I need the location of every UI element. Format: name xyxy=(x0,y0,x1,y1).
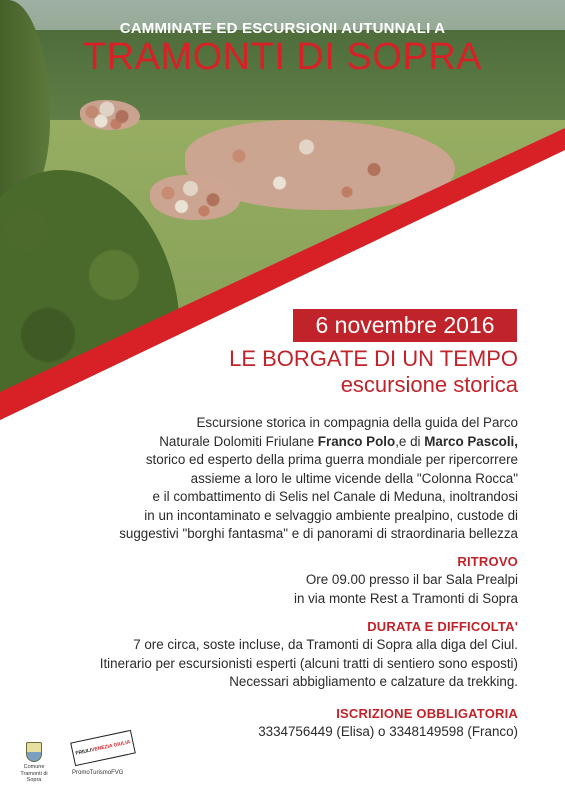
section-title-ritrovo: RITROVO xyxy=(457,554,518,569)
description-text: ,e di xyxy=(395,433,425,449)
fvg-logo-text: FRIULI xyxy=(75,747,93,757)
event-description xyxy=(48,414,518,544)
guide-name: Marco Pascoli, xyxy=(424,433,518,449)
event-heading: LE BORGATE DI UN TEMPO xyxy=(229,346,518,371)
section-title-iscrizione: ISCRIZIONE OBBLIGATORIA xyxy=(336,706,518,721)
page-title: TRAMONTI DI SOPRA xyxy=(82,36,483,78)
description-line: Escursione storica in compagnia della guida del Parco xyxy=(196,415,518,430)
guide-name: Franco Polo xyxy=(317,433,396,449)
description-line: assieme a loro le ultime vicende della "Colonna Rocca" xyxy=(190,470,518,486)
village-houses xyxy=(80,100,140,130)
coat-of-arms-icon xyxy=(26,742,42,762)
ritrovo-line: Ore 09.00 presso il bar Sala Prealpi xyxy=(305,572,518,587)
durata-line: 7 ore circa, soste incluse, da Tramonti di Sopra alla diga del Ciul. xyxy=(133,637,518,652)
description-text: Naturale Dolomiti Friulane xyxy=(159,433,318,449)
description-line xyxy=(48,433,518,452)
ritrovo-line: in via monte Rest a Tramonti di Sopra xyxy=(293,590,518,606)
comune-logo xyxy=(14,742,54,784)
fvg-logo-text: VENEZIA GIULIA xyxy=(90,739,131,754)
durata-line: Necessari abbigliamento e calzature da trekking. xyxy=(229,674,518,689)
description-line: storico ed esperto della prima guerra mondiale per ripercorrere xyxy=(145,452,518,467)
section-title-durata: DURATA E DIFFICOLTA' xyxy=(367,619,518,634)
contact-phones: 3334756449 (Elisa) o 3348149598 (Franco) xyxy=(258,724,518,739)
fvg-brand-icon xyxy=(70,730,136,766)
section-body-ritrovo xyxy=(48,571,518,608)
comune-label: Comune xyxy=(23,764,45,770)
durata-line: Itinerario per escursionisti esperti (alcuni tratti di sentiero sono esposti) xyxy=(99,655,518,671)
promoturismo-fvg-logo xyxy=(72,736,142,776)
description-line: e il combattimento di Selis nel Canale di Meduna, inoltrandosi xyxy=(152,489,518,504)
date-badge: 6 novembre 2016 xyxy=(293,309,517,342)
supertitle: CAMMINATE ED ESCURSIONI AUTUNNALI A xyxy=(119,20,446,37)
comune-label: Tramonti di Sopra xyxy=(20,770,48,783)
description-line: in un incontaminato e selvaggio ambiente prealpino, custode di xyxy=(144,507,518,523)
description-line: suggestivi "borghi fantasma" e di panorami di straordinaria bellezza xyxy=(119,526,518,541)
fvg-caption: PromoTurismoFVG xyxy=(72,770,124,776)
event-subheading: escursione storica xyxy=(340,372,518,397)
section-body-durata xyxy=(48,636,518,692)
